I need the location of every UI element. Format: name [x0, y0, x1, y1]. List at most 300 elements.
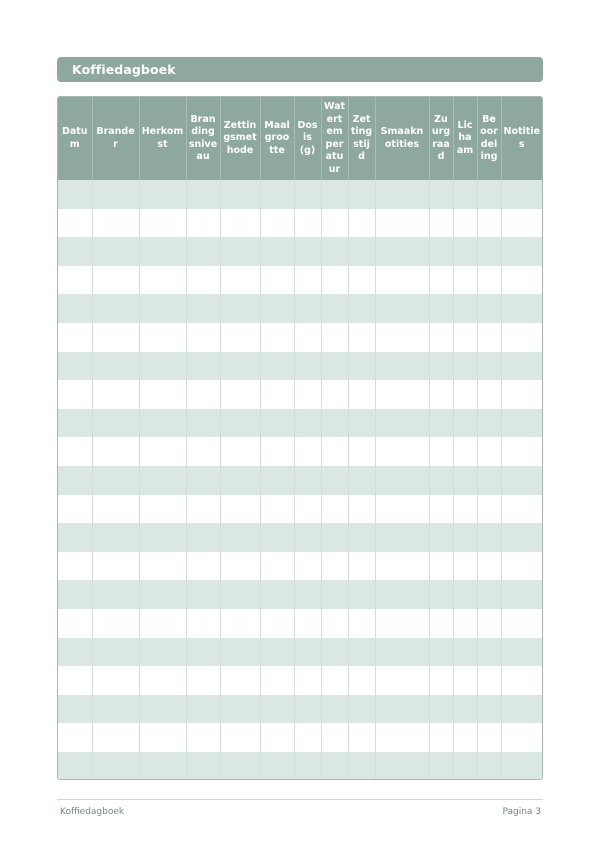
- table-cell: [220, 323, 260, 352]
- table-cell: [58, 294, 92, 323]
- table-cell: [477, 495, 501, 524]
- table-cell: [453, 666, 477, 695]
- table-cell: [375, 638, 429, 667]
- table-cell: [139, 294, 186, 323]
- column-header-herkomst: Herkomst: [139, 97, 186, 180]
- table-cell: [321, 552, 348, 581]
- table-cell: [260, 180, 294, 209]
- table-cell: [58, 666, 92, 695]
- table-cell: [92, 323, 139, 352]
- table-cell: [92, 180, 139, 209]
- table-cell: [501, 609, 542, 638]
- table-cell: [260, 666, 294, 695]
- column-header-dosis: Dosis (g): [294, 97, 321, 180]
- table-cell: [92, 495, 139, 524]
- table-cell: [321, 466, 348, 495]
- table-cell: [375, 666, 429, 695]
- table-cell: [453, 609, 477, 638]
- table-cell: [92, 294, 139, 323]
- table-cell: [260, 294, 294, 323]
- table-cell: [453, 523, 477, 552]
- table-cell: [375, 180, 429, 209]
- table-cell: [92, 695, 139, 724]
- table-cell: [375, 523, 429, 552]
- table-cell: [139, 409, 186, 438]
- table-cell: [220, 209, 260, 238]
- table-cell: [321, 523, 348, 552]
- table-cell: [186, 466, 220, 495]
- table-cell: [429, 752, 453, 780]
- table-cell: [220, 638, 260, 667]
- table-cell: [501, 352, 542, 381]
- table-cell: [260, 723, 294, 752]
- table-cell: [139, 180, 186, 209]
- table-row: [58, 266, 542, 295]
- table-cell: [477, 752, 501, 780]
- table-cell: [375, 352, 429, 381]
- table-cell: [501, 180, 542, 209]
- table-cell: [477, 352, 501, 381]
- table-cell: [186, 294, 220, 323]
- table-cell: [501, 666, 542, 695]
- table-cell: [477, 380, 501, 409]
- table-cell: [321, 380, 348, 409]
- table-cell: [477, 609, 501, 638]
- table-cell: [186, 209, 220, 238]
- table-cell: [429, 580, 453, 609]
- table-cell: [260, 752, 294, 780]
- table-cell: [429, 466, 453, 495]
- table-cell: [477, 638, 501, 667]
- table-cell: [92, 437, 139, 466]
- table-cell: [58, 380, 92, 409]
- table-cell: [294, 466, 321, 495]
- table-cell: [321, 409, 348, 438]
- table-cell: [477, 209, 501, 238]
- table-cell: [139, 495, 186, 524]
- table-cell: [348, 437, 375, 466]
- table-cell: [92, 638, 139, 667]
- table-row: [58, 466, 542, 495]
- table-cell: [348, 380, 375, 409]
- table-cell: [477, 180, 501, 209]
- table-cell: [58, 523, 92, 552]
- table-cell: [294, 323, 321, 352]
- table-cell: [453, 294, 477, 323]
- table-cell: [260, 409, 294, 438]
- table-cell: [220, 666, 260, 695]
- table-cell: [186, 552, 220, 581]
- table-cell: [186, 266, 220, 295]
- table-cell: [58, 409, 92, 438]
- table-cell: [348, 180, 375, 209]
- table-cell: [58, 437, 92, 466]
- table-cell: [260, 523, 294, 552]
- table-cell: [58, 466, 92, 495]
- table-cell: [294, 752, 321, 780]
- table-cell: [260, 466, 294, 495]
- table-cell: [58, 580, 92, 609]
- table-cell: [501, 580, 542, 609]
- table-cell: [453, 409, 477, 438]
- column-header-maalgrootte: Maalgrootte: [260, 97, 294, 180]
- table-cell: [348, 580, 375, 609]
- table-row: [58, 752, 542, 780]
- table-cell: [294, 666, 321, 695]
- table-cell: [501, 638, 542, 667]
- table-cell: [220, 723, 260, 752]
- table-cell: [260, 695, 294, 724]
- table-cell: [92, 352, 139, 381]
- table-cell: [220, 266, 260, 295]
- table-cell: [375, 294, 429, 323]
- table-cell: [139, 638, 186, 667]
- table-cell: [92, 523, 139, 552]
- table-cell: [92, 723, 139, 752]
- table-cell: [477, 723, 501, 752]
- table-cell: [321, 266, 348, 295]
- table-cell: [220, 180, 260, 209]
- table-row: [58, 180, 542, 209]
- table-cell: [348, 752, 375, 780]
- table-cell: [58, 552, 92, 581]
- table-cell: [321, 495, 348, 524]
- table-row: [58, 638, 542, 667]
- table-cell: [375, 580, 429, 609]
- table-cell: [348, 723, 375, 752]
- table-cell: [321, 437, 348, 466]
- table-cell: [220, 352, 260, 381]
- table-cell: [348, 237, 375, 266]
- header-row: [58, 97, 542, 180]
- table-cell: [92, 466, 139, 495]
- table-cell: [294, 209, 321, 238]
- table-cell: [186, 237, 220, 266]
- table-cell: [220, 294, 260, 323]
- table-cell: [260, 609, 294, 638]
- table-cell: [139, 695, 186, 724]
- table-cell: [453, 437, 477, 466]
- table-cell: [294, 180, 321, 209]
- table-cell: [220, 466, 260, 495]
- table-cell: [375, 609, 429, 638]
- table-cell: [477, 666, 501, 695]
- column-header-smaaknotities: Smaaknotities: [375, 97, 429, 180]
- table-cell: [375, 266, 429, 295]
- table-cell: [477, 323, 501, 352]
- table-cell: [477, 266, 501, 295]
- table-cell: [186, 609, 220, 638]
- table-cell: [348, 666, 375, 695]
- column-header-notities: Notities: [501, 97, 542, 180]
- table-cell: [186, 580, 220, 609]
- table-cell: [321, 580, 348, 609]
- table-cell: [92, 552, 139, 581]
- table-cell: [453, 266, 477, 295]
- table-cell: [260, 323, 294, 352]
- table-row: [58, 552, 542, 581]
- table-cell: [321, 638, 348, 667]
- table-cell: [501, 409, 542, 438]
- table-row: [58, 323, 542, 352]
- table-cell: [220, 237, 260, 266]
- table-cell: [58, 352, 92, 381]
- table-row: [58, 209, 542, 238]
- table-row: [58, 437, 542, 466]
- table-cell: [294, 237, 321, 266]
- page-title-bar: [57, 57, 543, 82]
- table-cell: [260, 209, 294, 238]
- table-cell: [139, 209, 186, 238]
- table-cell: [375, 380, 429, 409]
- table-cell: [186, 523, 220, 552]
- table-cell: [375, 466, 429, 495]
- table-cell: [321, 666, 348, 695]
- table-cell: [429, 495, 453, 524]
- table-row: [58, 352, 542, 381]
- table-cell: [58, 323, 92, 352]
- table-row: [58, 380, 542, 409]
- table-cell: [477, 523, 501, 552]
- table-cell: [92, 209, 139, 238]
- table-cell: [92, 409, 139, 438]
- table-cell: [186, 409, 220, 438]
- table-cell: [139, 580, 186, 609]
- table-cell: [453, 380, 477, 409]
- column-header-datum: Datum: [58, 97, 92, 180]
- table-cell: [186, 437, 220, 466]
- table-cell: [260, 580, 294, 609]
- table-cell: [321, 695, 348, 724]
- coffee-log-table: [58, 97, 542, 780]
- table-cell: [139, 466, 186, 495]
- table-cell: [375, 552, 429, 581]
- table-cell: [186, 323, 220, 352]
- table-cell: [501, 466, 542, 495]
- table-cell: [139, 723, 186, 752]
- table-cell: [186, 752, 220, 780]
- table-cell: [453, 209, 477, 238]
- table-row: [58, 666, 542, 695]
- table-cell: [348, 323, 375, 352]
- column-header-zettingstijd: Zettingstijd: [348, 97, 375, 180]
- table-cell: [453, 180, 477, 209]
- table-cell: [501, 752, 542, 780]
- table-cell: [139, 666, 186, 695]
- table-cell: [220, 409, 260, 438]
- table-cell: [501, 209, 542, 238]
- table-cell: [453, 695, 477, 724]
- table-cell: [429, 409, 453, 438]
- table-cell: [220, 609, 260, 638]
- table-cell: [477, 237, 501, 266]
- table-row: [58, 695, 542, 724]
- table-cell: [294, 266, 321, 295]
- column-header-brander: Brander: [92, 97, 139, 180]
- table-cell: [477, 409, 501, 438]
- table-row: [58, 580, 542, 609]
- table-cell: [260, 352, 294, 381]
- table-cell: [375, 752, 429, 780]
- table-cell: [294, 695, 321, 724]
- table-cell: [186, 380, 220, 409]
- table-cell: [501, 380, 542, 409]
- table-cell: [139, 437, 186, 466]
- table-cell: [294, 380, 321, 409]
- table-cell: [477, 695, 501, 724]
- table-cell: [321, 609, 348, 638]
- table-cell: [58, 752, 92, 780]
- table-cell: [220, 437, 260, 466]
- table-cell: [294, 580, 321, 609]
- table-cell: [294, 437, 321, 466]
- table-cell: [429, 723, 453, 752]
- log-table-container: [57, 96, 543, 780]
- table-cell: [186, 495, 220, 524]
- table-cell: [375, 695, 429, 724]
- table-cell: [429, 266, 453, 295]
- table-cell: [139, 609, 186, 638]
- table-cell: [186, 695, 220, 724]
- table-cell: [453, 552, 477, 581]
- table-row: [58, 495, 542, 524]
- table-cell: [139, 266, 186, 295]
- table-cell: [139, 552, 186, 581]
- table-cell: [375, 209, 429, 238]
- table-cell: [139, 523, 186, 552]
- table-cell: [58, 609, 92, 638]
- table-cell: [348, 495, 375, 524]
- table-cell: [429, 380, 453, 409]
- table-cell: [186, 638, 220, 667]
- table-cell: [92, 266, 139, 295]
- table-cell: [477, 466, 501, 495]
- table-cell: [429, 609, 453, 638]
- table-cell: [92, 752, 139, 780]
- table-cell: [321, 209, 348, 238]
- table-cell: [348, 466, 375, 495]
- table-cell: [58, 266, 92, 295]
- table-cell: [220, 695, 260, 724]
- table-cell: [453, 580, 477, 609]
- table-cell: [186, 723, 220, 752]
- table-cell: [186, 352, 220, 381]
- table-row: [58, 609, 542, 638]
- table-cell: [375, 495, 429, 524]
- table-cell: [186, 180, 220, 209]
- table-cell: [501, 437, 542, 466]
- table-row: [58, 523, 542, 552]
- table-cell: [260, 237, 294, 266]
- table-cell: [321, 723, 348, 752]
- table-cell: [58, 695, 92, 724]
- table-row: [58, 409, 542, 438]
- table-cell: [375, 323, 429, 352]
- table-cell: [58, 495, 92, 524]
- table-cell: [92, 380, 139, 409]
- table-cell: [429, 352, 453, 381]
- table-cell: [429, 323, 453, 352]
- table-cell: [375, 409, 429, 438]
- table-cell: [220, 495, 260, 524]
- table-cell: [429, 237, 453, 266]
- table-cell: [139, 752, 186, 780]
- table-cell: [453, 752, 477, 780]
- table-cell: [501, 294, 542, 323]
- table-cell: [375, 237, 429, 266]
- table-cell: [139, 323, 186, 352]
- page-title: Koffiedagboek: [72, 62, 176, 77]
- table-cell: [321, 352, 348, 381]
- table-cell: [220, 752, 260, 780]
- table-cell: [294, 294, 321, 323]
- table-cell: [375, 437, 429, 466]
- column-header-zettingsmethode: Zettingsmethode: [220, 97, 260, 180]
- footer-divider: [57, 799, 543, 800]
- table-cell: [321, 294, 348, 323]
- table-cell: [501, 266, 542, 295]
- log-table-body: [58, 180, 542, 780]
- column-header-brandingsniveau: Brandingsniveau: [186, 97, 220, 180]
- table-cell: [139, 352, 186, 381]
- table-cell: [429, 294, 453, 323]
- table-cell: [501, 323, 542, 352]
- table-row: [58, 237, 542, 266]
- table-cell: [453, 237, 477, 266]
- table-cell: [348, 552, 375, 581]
- table-cell: [92, 609, 139, 638]
- table-cell: [260, 380, 294, 409]
- table-cell: [501, 523, 542, 552]
- table-cell: [294, 495, 321, 524]
- table-cell: [92, 580, 139, 609]
- table-cell: [220, 580, 260, 609]
- table-cell: [348, 609, 375, 638]
- table-cell: [58, 180, 92, 209]
- table-cell: [348, 352, 375, 381]
- table-cell: [477, 294, 501, 323]
- table-cell: [220, 552, 260, 581]
- table-cell: [321, 237, 348, 266]
- table-cell: [429, 523, 453, 552]
- table-cell: [58, 638, 92, 667]
- table-cell: [92, 237, 139, 266]
- table-cell: [429, 552, 453, 581]
- table-cell: [260, 552, 294, 581]
- table-row: [58, 294, 542, 323]
- table-cell: [294, 523, 321, 552]
- table-cell: [260, 437, 294, 466]
- table-cell: [58, 723, 92, 752]
- column-header-beoordeling: Beoordeling: [477, 97, 501, 180]
- footer-page-number: Pagina 3: [502, 807, 541, 817]
- column-header-lichaam: Lichaam: [453, 97, 477, 180]
- table-cell: [453, 352, 477, 381]
- table-cell: [294, 723, 321, 752]
- table-cell: [429, 180, 453, 209]
- table-cell: [429, 437, 453, 466]
- column-header-zuurgraad: Zuurgraad: [429, 97, 453, 180]
- table-cell: [58, 237, 92, 266]
- table-cell: [429, 638, 453, 667]
- table-cell: [294, 352, 321, 381]
- table-cell: [260, 495, 294, 524]
- table-cell: [294, 552, 321, 581]
- table-cell: [477, 437, 501, 466]
- table-cell: [501, 723, 542, 752]
- table-cell: [321, 180, 348, 209]
- table-cell: [429, 209, 453, 238]
